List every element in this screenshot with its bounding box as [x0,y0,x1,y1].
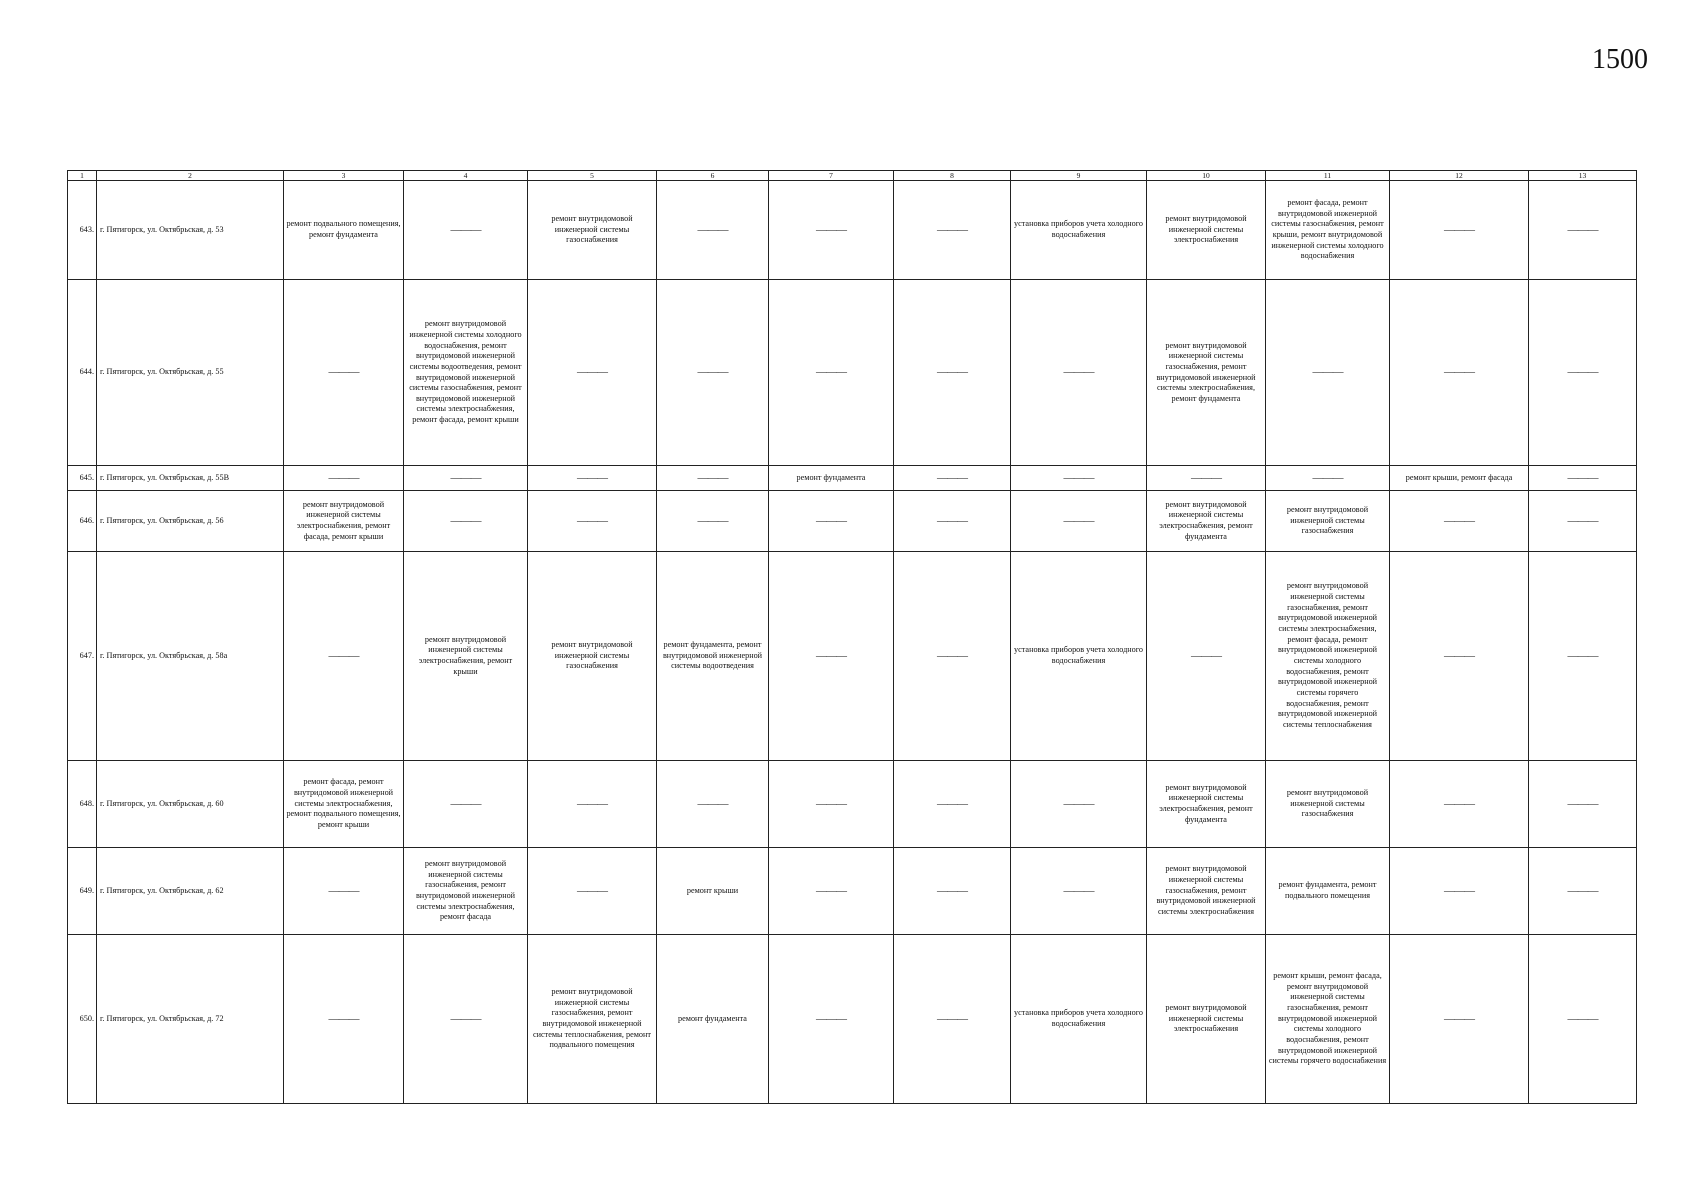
work-cell: ——— [1147,552,1266,761]
repair-schedule-table-container [67,170,1637,1104]
row-number: 645. [68,466,97,491]
table-row [68,761,1637,848]
work-cell: ——— [1266,466,1390,491]
work-cell: ——— [284,552,404,761]
work-cell: ——— [1390,848,1529,935]
row-number: 647. [68,552,97,761]
column-header: 7 [769,171,894,181]
work-cell: ——— [894,761,1011,848]
work-cell: установка приборов учета холодного водоснабжения [1011,552,1147,761]
row-number: 646. [68,491,97,552]
table-body [68,171,1637,1104]
work-cell: ——— [284,280,404,466]
work-cell: ——— [1529,181,1637,280]
row-number: 648. [68,761,97,848]
work-cell: ——— [894,181,1011,280]
work-cell: ——— [894,552,1011,761]
work-cell: ——— [284,848,404,935]
column-header: 8 [894,171,1011,181]
work-cell: ремонт фундамента, ремонт подвального помещения [1266,848,1390,935]
table-row [68,466,1637,491]
work-cell: ——— [404,935,528,1104]
work-cell: ——— [1390,552,1529,761]
address-cell: г. Пятигорск, ул. Октябрьская, д. 55 [97,280,284,466]
work-cell: ——— [1529,466,1637,491]
work-cell: ремонт внутридомовой инженерной системы газоснабжения, ремонт внутридомовой инженерной системы электроснабжения, ремонт фасада, ремонт внутридомовой инженерной системы холодного водоснабжения, ремонт внутридомовой инженерной системы горячего водоснабжения, ремонт внутридомовой инженерной системы теплоснабжения [1266,552,1390,761]
work-cell: ——— [769,280,894,466]
work-cell: ——— [1390,491,1529,552]
work-cell: ——— [657,466,769,491]
work-cell: ——— [1390,761,1529,848]
table-row [68,848,1637,935]
row-number: 643. [68,181,97,280]
address-cell: г. Пятигорск, ул. Октябрьская, д. 72 [97,935,284,1104]
work-cell: ——— [657,491,769,552]
work-cell: ——— [528,491,657,552]
work-cell: ремонт подвального помещения, ремонт фундамента [284,181,404,280]
work-cell: ——— [528,848,657,935]
work-cell: ——— [404,181,528,280]
work-cell: ремонт внутридомовой инженерной системы электроснабжения, ремонт фундамента [1147,491,1266,552]
table-row [68,935,1637,1104]
address-cell: г. Пятигорск, ул. Октябрьская, д. 60 [97,761,284,848]
work-cell: ——— [1529,552,1637,761]
work-cell: ——— [1011,848,1147,935]
work-cell: ремонт фасада, ремонт внутридомовой инженерной системы газоснабжения, ремонт крыши, ремонт внутридомовой инженерной системы холодного водоснабжения [1266,181,1390,280]
work-cell: ——— [1011,466,1147,491]
work-cell: ——— [1390,280,1529,466]
work-cell: ——— [657,280,769,466]
work-cell: ремонт крыши, ремонт фасада [1390,466,1529,491]
address-cell: г. Пятигорск, ул. Октябрьская, д. 53 [97,181,284,280]
page-number: 1500 [1592,44,1648,75]
work-cell: ——— [404,761,528,848]
work-cell: ——— [1529,935,1637,1104]
work-cell: ——— [1529,491,1637,552]
work-cell: ——— [1529,761,1637,848]
work-cell: ——— [1147,466,1266,491]
column-header: 6 [657,171,769,181]
work-cell: ——— [769,848,894,935]
work-cell: ремонт внутридомовой инженерной системы газоснабжения [1266,761,1390,848]
address-cell: г. Пятигорск, ул. Октябрьская, д. 56 [97,491,284,552]
work-cell: ——— [894,491,1011,552]
work-cell: установка приборов учета холодного водоснабжения [1011,935,1147,1104]
work-cell: ——— [769,491,894,552]
table-row [68,552,1637,761]
column-header: 1 [68,171,97,181]
work-cell: ремонт внутридомовой инженерной системы электроснабжения, ремонт крыши [404,552,528,761]
column-header: 12 [1390,171,1529,181]
work-cell: ——— [528,280,657,466]
work-cell: ремонт внутридомовой инженерной системы газоснабжения [528,552,657,761]
work-cell: ремонт внутридомовой инженерной системы газоснабжения, ремонт внутридомовой инженерной системы электроснабжения [1147,848,1266,935]
work-cell: ремонт внутридомовой инженерной системы электроснабжения, ремонт фундамента [1147,761,1266,848]
column-header: 11 [1266,171,1390,181]
work-cell: ремонт внутридомовой инженерной системы электроснабжения [1147,935,1266,1104]
work-cell: ——— [1266,280,1390,466]
work-cell: ——— [769,181,894,280]
work-cell: ——— [894,935,1011,1104]
table-row [68,491,1637,552]
column-header: 4 [404,171,528,181]
work-cell: ремонт фундамента [657,935,769,1104]
work-cell: ремонт фасада, ремонт внутридомовой инженерной системы электроснабжения, ремонт подвального помещения, ремонт крыши [284,761,404,848]
column-header: 10 [1147,171,1266,181]
work-cell: ——— [1390,935,1529,1104]
work-cell: ремонт фундамента, ремонт внутридомовой инженерной системы водоотведения [657,552,769,761]
work-cell: ——— [528,466,657,491]
address-cell: г. Пятигорск, ул. Октябрьская, д. 58а [97,552,284,761]
work-cell: ремонт внутридомовой инженерной системы электроснабжения, ремонт фасада, ремонт крыши [284,491,404,552]
work-cell: ремонт крыши [657,848,769,935]
work-cell: ——— [1529,848,1637,935]
work-cell: ремонт внутридомовой инженерной системы газоснабжения [528,181,657,280]
work-cell: ——— [1011,491,1147,552]
work-cell: ——— [284,466,404,491]
table-row [68,181,1637,280]
repair-schedule-table [67,170,1637,1104]
row-number: 649. [68,848,97,935]
work-cell: ——— [1529,280,1637,466]
work-cell: ——— [894,848,1011,935]
column-header: 3 [284,171,404,181]
work-cell: ——— [769,552,894,761]
work-cell: ——— [528,761,657,848]
work-cell: ——— [657,181,769,280]
work-cell: ——— [404,491,528,552]
work-cell: ——— [404,466,528,491]
work-cell: ремонт внутридомовой инженерной системы холодного водоснабжения, ремонт внутридомовой инженерной системы водоотведения, ремонт внутридомовой инженерной системы газоснабжения, ремонт внутридомовой инженерной системы электроснабжения, ремонт фасада, ремонт крыши [404,280,528,466]
work-cell: ремонт фундамента [769,466,894,491]
address-cell: г. Пятигорск, ул. Октябрьская, д. 62 [97,848,284,935]
table-row [68,280,1637,466]
work-cell: ремонт внутридомовой инженерной системы газоснабжения, ремонт внутридомовой инженерной системы теплоснабжения, ремонт подвального помещения [528,935,657,1104]
work-cell: ремонт крыши, ремонт фасада, ремонт внутридомовой инженерной системы газоснабжения, ремонт внутридомовой инженерной системы холодного водоснабжения, ремонт внутридомовой инженерной системы горячего водоснабжения [1266,935,1390,1104]
address-cell: г. Пятигорск, ул. Октябрьская, д. 55В [97,466,284,491]
work-cell: ——— [769,761,894,848]
row-number: 650. [68,935,97,1104]
work-cell: ——— [1390,181,1529,280]
work-cell: ——— [284,935,404,1104]
column-header: 5 [528,171,657,181]
work-cell: ремонт внутридомовой инженерной системы газоснабжения, ремонт внутридомовой инженерной системы электроснабжения, ремонт фундамента [1147,280,1266,466]
row-number: 644. [68,280,97,466]
work-cell: ——— [769,935,894,1104]
column-header: 2 [97,171,284,181]
work-cell: ——— [894,280,1011,466]
work-cell: ремонт внутридомовой инженерной системы газоснабжения, ремонт внутридомовой инженерной системы электроснабжения, ремонт фасада [404,848,528,935]
work-cell: ——— [657,761,769,848]
work-cell: установка приборов учета холодного водоснабжения [1011,181,1147,280]
column-header: 13 [1529,171,1637,181]
work-cell: ——— [1011,761,1147,848]
work-cell: ——— [1011,280,1147,466]
column-number-header [68,171,1637,181]
work-cell: ремонт внутридомовой инженерной системы газоснабжения [1266,491,1390,552]
work-cell: ремонт внутридомовой инженерной системы электроснабжения [1147,181,1266,280]
column-header: 9 [1011,171,1147,181]
work-cell: ——— [894,466,1011,491]
